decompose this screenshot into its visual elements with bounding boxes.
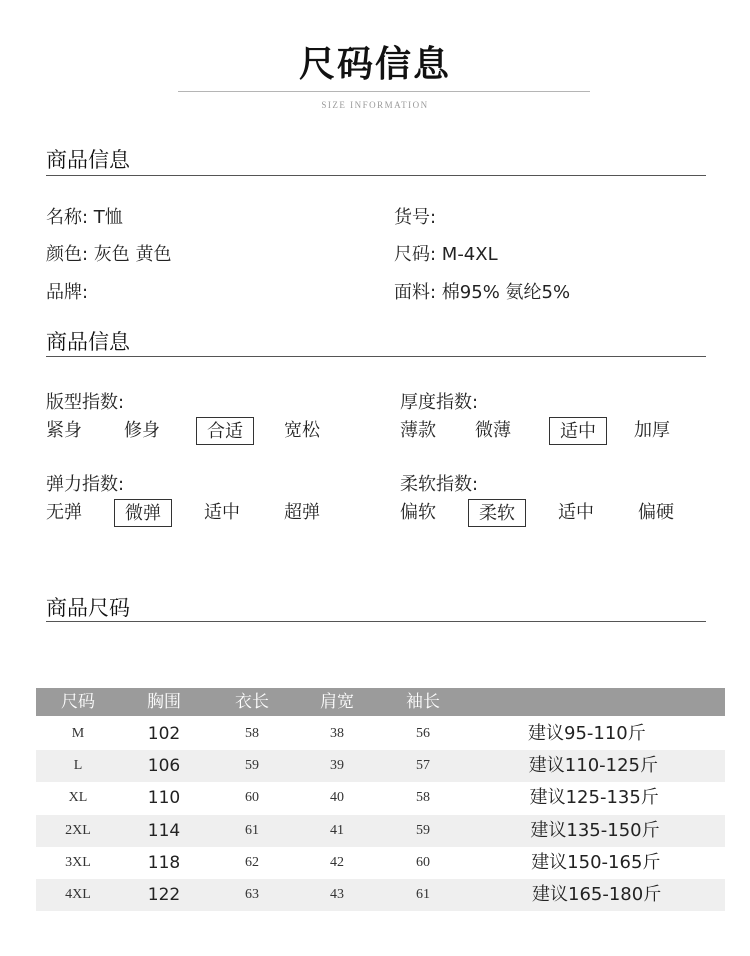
product-brand: 品牌:	[46, 282, 89, 303]
elasticity-index-label: 弹力指数:	[46, 474, 125, 495]
length-cell: 61	[245, 822, 259, 838]
size-cell: 4XL	[65, 887, 91, 902]
size-cell: L	[73, 758, 83, 774]
length-cell: 59	[245, 758, 259, 774]
column-header-shoulder: 肩宽	[320, 692, 354, 712]
size-table-heading: 商品尺码	[46, 596, 130, 620]
chest-cell: 102	[147, 724, 181, 744]
product-info-divider	[46, 175, 706, 176]
thickness-option: 微薄	[475, 420, 511, 441]
thickness-option: 加厚	[634, 420, 670, 441]
product-size-range: 尺码: M-4XL	[394, 244, 498, 265]
recommend-cell: 建议135-150斤	[530, 819, 660, 841]
shoulder-cell: 41	[330, 822, 344, 838]
fit-option: 修身	[124, 420, 160, 441]
page-subtitle: SIZE INFORMATION	[321, 100, 429, 110]
elasticity-option: 超弹	[284, 502, 320, 523]
indices-heading: 商品信息	[46, 330, 130, 354]
shoulder-cell: 40	[330, 790, 344, 806]
shoulder-cell: 42	[330, 854, 344, 870]
chest-cell: 106	[147, 756, 181, 777]
sleeve-cell: 57	[416, 758, 430, 774]
fit-option: 紧身	[46, 420, 82, 441]
fit-option: 宽松	[284, 420, 320, 441]
product-item-no: 货号:	[394, 207, 437, 228]
elasticity-option-selected: 微弹	[114, 499, 172, 527]
product-info-heading: 商品信息	[46, 148, 130, 172]
recommend-cell: 建议110-125斤	[528, 755, 659, 777]
size-cell: 3XL	[65, 854, 91, 870]
fit-index-label: 版型指数:	[46, 392, 125, 413]
chest-cell: 118	[147, 852, 181, 873]
recommend-cell: 建议150-165斤	[531, 851, 661, 873]
sleeve-cell: 56	[416, 726, 430, 741]
chest-cell: 110	[147, 788, 181, 809]
size-cell: XL	[68, 790, 88, 806]
product-color: 颜色: 灰色 黄色	[46, 244, 172, 265]
shoulder-cell: 43	[330, 887, 344, 902]
softness-option: 偏软	[400, 502, 436, 523]
indices-divider	[46, 356, 706, 357]
product-name: 名称: T恤	[46, 207, 123, 228]
length-cell: 62	[245, 854, 259, 870]
column-header-sleeve: 袖长	[406, 692, 440, 712]
elasticity-option: 无弹	[46, 502, 82, 523]
sleeve-cell: 60	[416, 854, 430, 870]
page-title: 尺码信息	[298, 44, 451, 85]
recommend-cell: 建议165-180斤	[532, 884, 662, 905]
title-divider	[178, 91, 590, 92]
sleeve-cell: 61	[416, 887, 430, 902]
recommend-cell: 建议125-135斤	[529, 787, 659, 809]
size-table-divider	[46, 621, 706, 622]
length-cell: 63	[245, 887, 259, 902]
shoulder-cell: 39	[330, 758, 344, 774]
softness-option: 适中	[558, 502, 594, 523]
sleeve-cell: 59	[416, 822, 430, 838]
sleeve-cell: 58	[416, 790, 430, 806]
column-header-size: 尺码	[61, 692, 95, 712]
size-cell: M	[71, 726, 85, 741]
softness-option: 偏硬	[638, 502, 674, 523]
chest-cell: 114	[147, 820, 181, 841]
length-cell: 58	[245, 726, 259, 741]
length-cell: 60	[245, 790, 259, 806]
thickness-index-label: 厚度指数:	[400, 392, 479, 413]
elasticity-option: 适中	[204, 502, 240, 523]
chest-cell: 122	[147, 885, 181, 905]
softness-index-label: 柔软指数:	[400, 474, 479, 495]
recommend-cell: 建议95-110斤	[528, 723, 646, 744]
column-header-length: 衣长	[235, 692, 269, 712]
product-material: 面料: 棉95% 氨纶5%	[394, 282, 571, 303]
thickness-option: 薄款	[400, 420, 436, 441]
fit-option-selected: 合适	[196, 417, 254, 445]
softness-option-selected: 柔软	[468, 499, 526, 527]
thickness-option-selected: 适中	[549, 417, 607, 445]
shoulder-cell: 38	[330, 726, 344, 741]
size-cell: 2XL	[65, 822, 91, 838]
column-header-chest: 胸围	[147, 692, 181, 712]
